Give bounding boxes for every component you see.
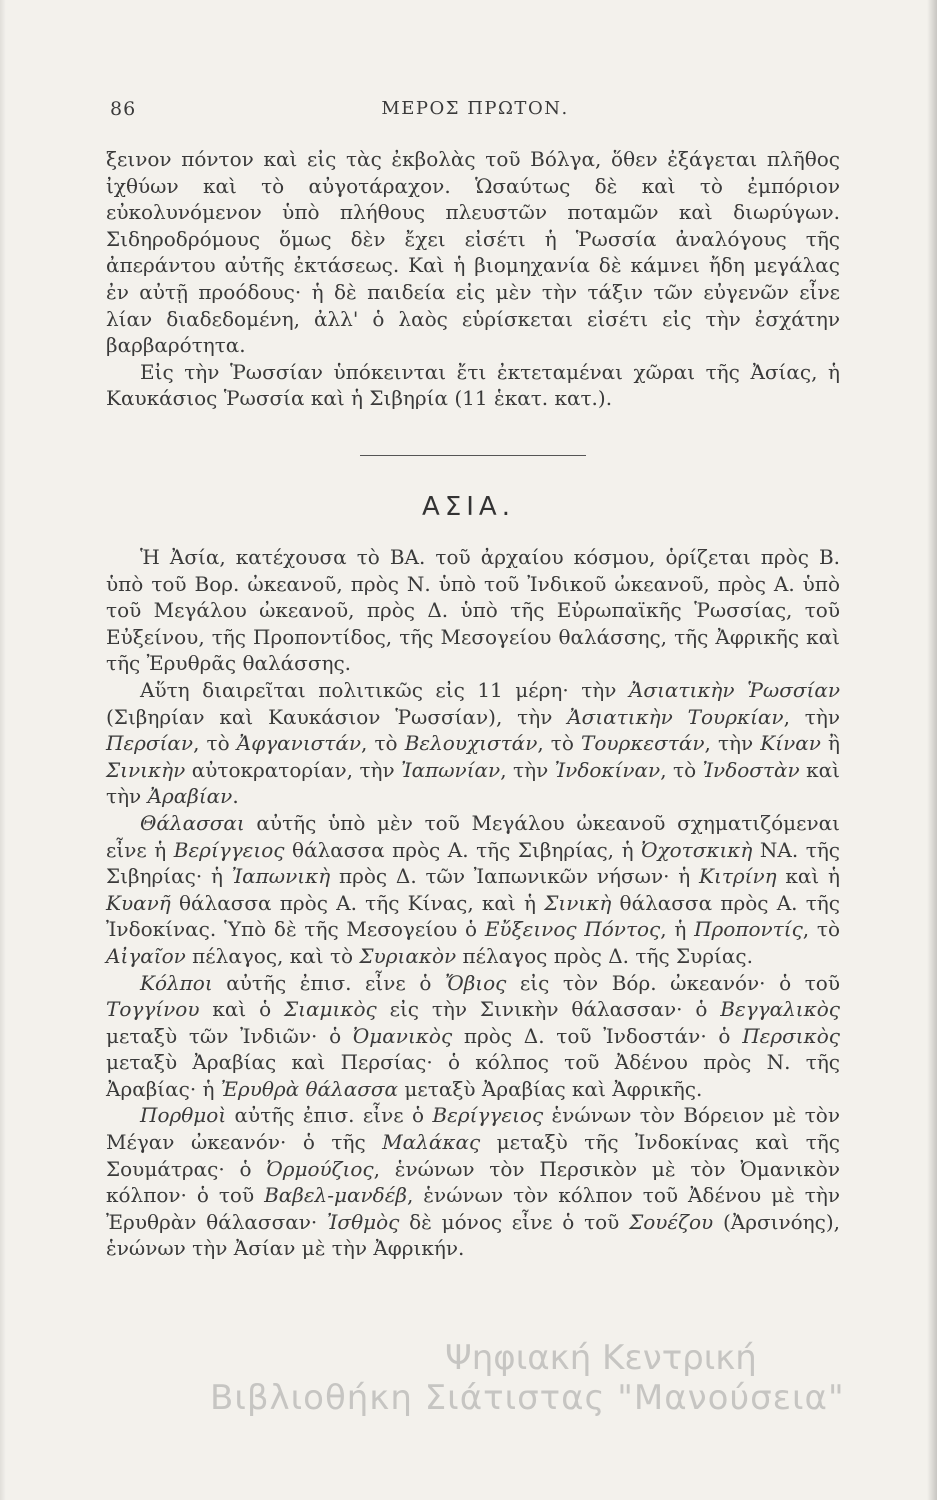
watermark-line-1: Ψηφιακή Κεντρική: [445, 1338, 757, 1378]
top-text-block: [106, 146, 840, 412]
page-edge-left: [0, 0, 6, 1500]
section-title: ΑΣΙΑ.: [422, 492, 515, 522]
page-number: 86: [110, 98, 137, 120]
section-divider: [360, 455, 586, 456]
page-edge-right: [927, 0, 937, 1500]
paragraph-asia-borders: Ἡ Ἀσία, κατέχουσα τὸ ΒΑ. τοῦ ἀρχαίου κόσμου, ὁρίζεται πρὸς Β. ὑπὸ τοῦ Βορ. ὠκεανοῦ, πρὸς Ν. ὑπὸ τοῦ Ἰνδικοῦ ὠκεανοῦ, πρὸς Α. ὑπὸ τοῦ Μεγάλου ὠκεανοῦ, πρὸς Δ. ὑπὸ τῆς Εὐρωπαϊκῆς Ῥωσσίας, τοῦ Εὐξείνου, τῆς Προποντίδος, τῆς Μεσογείου θαλάσσης, τῆς Ἀφρικῆς καὶ τῆς Ἐρυθρᾶς θαλάσσης.: [106, 545, 840, 676]
watermark-line-2: Βιβλιοθήκη Σιάτιστας "Μανούσεια": [210, 1378, 845, 1418]
running-head: ΜΕΡΟΣ ΠΡΩΤΟΝ.: [381, 98, 569, 119]
paragraph-gulfs: Κόλποι αὐτῆς ἐπισ. εἶνε ὁ Ὄβιος εἰς τὸν Βόρ. ὠκεανόν· ὁ τοῦ Τογγίνου καὶ ὁ Σιαμικὸς εἰς τὴν Σινικὴν θάλασσαν· ὁ Βεγγαλικὸς μεταξὺ τῶν Ἰνδιῶν· ὁ Ὀμανικὸς πρὸς Δ. τοῦ Ἰνδοστάν· ὁ Περσικὸς μεταξὺ Ἀραβίας καὶ Περσίας· ὁ κόλπος τοῦ Ἀδένου πρὸς Ν. τῆς Ἀραβίας· ἡ Ἐρυθρὰ θάλασσα μεταξὺ Ἀραβίας καὶ Ἀφρικῆς.: [106, 970, 840, 1101]
asia-text-block: [106, 544, 840, 1262]
paragraph-russia-territories: Εἰς τὴν Ῥωσσίαν ὑπόκεινται ἔτι ἐκτεταμέναι χῶραι τῆς Ἀσίας, ἡ Καυκάσιος Ῥωσσία καὶ ἡ Σιβηρία (11 ἑκατ. κατ.).: [106, 359, 840, 411]
paragraph-russia-economy: ξεινον πόντον καὶ εἰς τὰς ἐκβολὰς τοῦ Βόλγα, ὅθεν ἐξάγεται πλῆθος ἰχθύων καὶ τὸ αὐγοτάραχον. Ὡσαύτως δὲ καὶ τὸ ἐμπόριον εὐκολυνόμενον ὑπὸ πλήθους πλευστῶν ποταμῶν καὶ διωρύγων. Σιδηροδρόμους ὅμως δὲν ἔχει εἰσέτι ἡ Ῥωσσία ἀναλόγους τῆς ἀπεράντου αὐτῆς ἐκτάσεως. Καὶ ἡ βιομηχανία δὲ κάμνει ἤδη μεγάλας ἐν αὐτῇ προόδους· ἡ δὲ παιδεία εἰς μὲν τὴν τάξιν τῶν εὐγενῶν εἶνε λίαν διαδεδομένη, ἀλλ' ὁ λαὸς εὑρίσκεται εἰσέτι εἰς τὴν ἐσχάτην βαρβαρότητα.: [106, 147, 840, 358]
paragraph-political-division: Αὕτη διαιρεῖται πολιτικῶς εἰς 11 μέρη· τὴν Ἀσιατικὴν Ῥωσσίαν (Σιβηρίαν καὶ Καυκάσιον Ῥωσσίαν), τὴν Ἀσιατικὴν Τουρκίαν, τὴν Περσίαν, τὸ Ἀφγανιστάν, τὸ Βελουχιστάν, τὸ Τουρκεστάν, τὴν Κίναν ἢ Σινικὴν αὐτοκρατορίαν, τὴν Ἰαπωνίαν, τὴν Ἰνδοκίναν, τὸ Ἰνδοστὰν καὶ τὴν Ἀραβίαν.: [106, 677, 841, 809]
paragraph-straits: Πορθμοὶ αὐτῆς ἐπισ. εἶνε ὁ Βερίγγειος ἑνώνων τὸν Βόρειον μὲ τὸν Μέγαν ὠκεανόν· ὁ τῆς Μαλάκας μεταξὺ τῆς Ἰνδοκίνας καὶ τῆς Σουμάτρας· ὁ Ὀρμούζιος, ἑνώνων τὸν Περσικὸν μὲ τὸν Ὀμανικὸν κόλπον· ὁ τοῦ Βαβελ-μανδέβ, ἑνώνων τὸν κόλπον τοῦ Ἀδένου μὲ τὴν Ἐρυθρὰν θάλασσαν· Ἰσθμὸς δὲ μόνος εἶνε ὁ τοῦ Σουέζου (Ἀρσινόης), ἑνώνων τὴν Ἀσίαν μὲ τὴν Ἀφρικήν.: [106, 1103, 841, 1261]
page-header: [110, 98, 840, 128]
library-watermark: [210, 1338, 930, 1418]
paragraph-seas: Θάλασσαι αὐτῆς ὑπὸ μὲν τοῦ Μεγάλου ὠκεανοῦ σχηματιζόμεναι εἶνε ἡ Βερίγγειος θάλασσα πρὸς Α. τῆς Σιβηρίας, ἡ Ὀχοτσκικὴ ΝΑ. τῆς Σιβηρίας· ἡ Ἰαπωνικὴ πρὸς Δ. τῶν Ἰαπωνικῶν νήσων· ἡ Κιτρίνη καὶ ἡ Κυανῆ θάλασσα πρὸς Α. τῆς Κίνας, καὶ ἡ Σινικὴ θάλασσα πρὸς Α. τῆς Ἰνδοκίνας. Ὑπὸ δὲ τῆς Μεσογείου ὁ Εὔξεινος Πόντος, ἡ Προποντίς, τὸ Αἰγαῖον πέλαγος, καὶ τὸ Συριακὸν πέλαγος πρὸς Δ. τῆς Συρίας.: [106, 810, 840, 968]
